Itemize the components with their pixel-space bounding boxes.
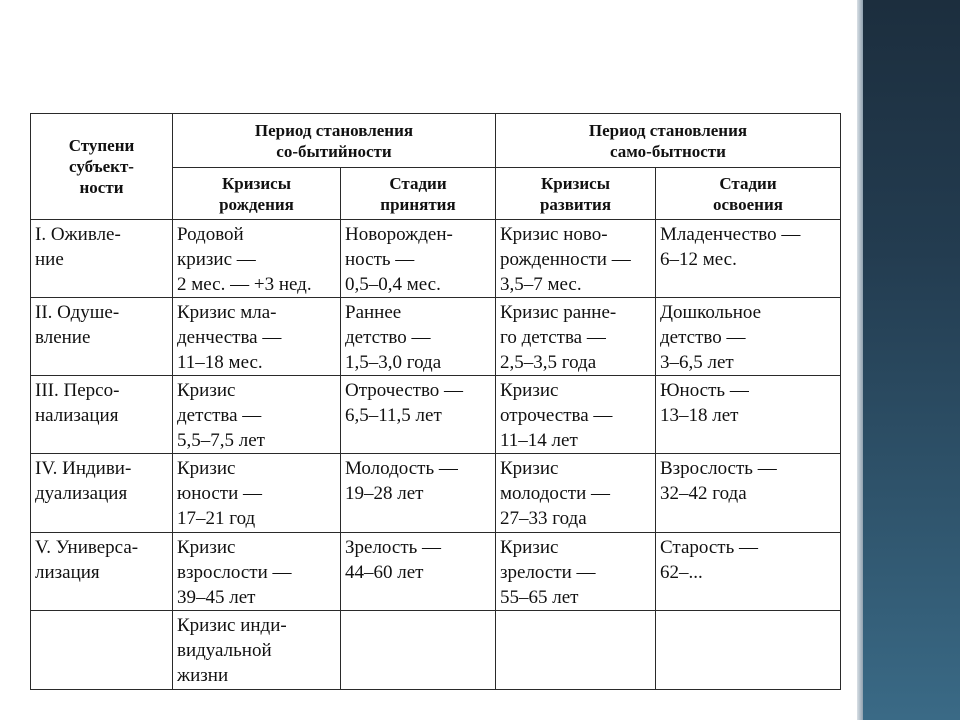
cell-text-line: 2 мес. — +3 нед. <box>177 274 312 295</box>
cell-text-line: взрослости — <box>177 561 292 583</box>
cell-text-line: Кризис <box>177 536 236 558</box>
cell-text-line: ность — <box>345 249 415 270</box>
development-crisis-cell <box>496 376 656 454</box>
cell-text-line: 1,5–3,0 года <box>345 352 442 374</box>
cell-text-line: Кризис инди- <box>177 614 287 636</box>
development-crisis-cell <box>496 532 656 610</box>
stage-cell <box>31 298 173 376</box>
cell-text-line: рожденности — <box>500 249 631 270</box>
cell-text-line: 11–18 мес. <box>177 352 263 374</box>
table-row <box>31 220 841 298</box>
table-row <box>31 532 841 610</box>
cell-text-line: дуализация <box>35 483 128 505</box>
cell-text-line: нализация <box>35 405 119 427</box>
cell-text-line: лизация <box>35 561 100 583</box>
header-stages: Ступени субъект- ности <box>31 114 173 220</box>
stage-cell <box>31 454 173 532</box>
cell-text-line: го детства — <box>500 327 606 349</box>
table-row <box>31 610 841 689</box>
cell-text-line: Раннее <box>345 302 402 324</box>
cell-text-line: видуальной <box>177 639 272 661</box>
stage-cell <box>31 610 173 689</box>
cell-text-line: Юность — <box>660 380 749 402</box>
header-development-crises: Кризисы развития <box>496 168 656 220</box>
birth-crisis-cell <box>173 610 341 689</box>
cell-text-line: 44–60 лет <box>345 561 424 583</box>
cell-text-line: Кризис <box>500 536 559 558</box>
cell-text-line: 11–14 лет <box>500 430 578 452</box>
cell-text-line: денчества — <box>177 327 282 349</box>
cell-text-line: Кризис <box>177 458 236 480</box>
cell-text-line: детство — <box>660 327 746 349</box>
birth-crisis-cell <box>173 532 341 610</box>
cell-text-line: Зрелость — <box>345 536 442 558</box>
cell-text-line: 6,5–11,5 лет <box>345 405 442 427</box>
header-acceptance-stages: Стадии принятия <box>341 168 496 220</box>
cell-text-line: Родовой <box>177 224 244 245</box>
cell-text-line: 19–28 лет <box>345 483 424 505</box>
header-birth-crises: Кризисы рождения <box>173 168 341 220</box>
cell-text-line: Старость — <box>660 536 759 558</box>
cell-text-line: Кризис <box>500 458 559 480</box>
development-crisis-cell <box>496 454 656 532</box>
cell-text-line: 5,5–7,5 лет <box>177 430 265 452</box>
acceptance-stage-cell <box>341 376 496 454</box>
cell-text-line: II. Одуше- <box>35 302 120 324</box>
cell-text-line: детства — <box>177 405 262 427</box>
cell-text-line: Кризис <box>177 380 236 402</box>
header-period-co-being: Период становления со-бытийности <box>173 114 496 168</box>
cell-text-line: Взрослость — <box>660 458 777 480</box>
cell-text-line: III. Персо- <box>35 380 120 402</box>
cell-text-line: зрелости — <box>500 561 596 583</box>
cell-text-line: 17–21 год <box>177 508 256 530</box>
cell-text-line: Младенчество — <box>660 224 801 245</box>
cell-text-line: жизни <box>177 664 229 686</box>
cell-text-line: Новорожден- <box>345 224 453 245</box>
cell-text-line: отрочества — <box>500 405 613 427</box>
cell-text-line: Дошкольное <box>660 302 762 324</box>
birth-crisis-cell <box>173 454 341 532</box>
cell-text-line: 0,5–0,4 мес. <box>345 274 441 295</box>
mastery-stage-cell <box>656 298 841 376</box>
cell-text-line: Молодость — <box>345 458 458 480</box>
development-crisis-cell <box>496 610 656 689</box>
cell-text-line: Кризис ново- <box>500 224 608 245</box>
acceptance-stage-cell <box>341 454 496 532</box>
development-stages-table <box>30 113 841 690</box>
development-crisis-cell <box>496 220 656 298</box>
cell-text-line: Кризис ранне- <box>500 302 617 324</box>
header-mastery-stages: Стадии освоения <box>656 168 841 220</box>
cell-text-line: юности — <box>177 483 262 505</box>
cell-text-line: кризис — <box>177 249 256 270</box>
cell-text-line: детство — <box>345 327 431 349</box>
cell-text-line: 62–... <box>660 561 703 583</box>
cell-text-line: молодости — <box>500 483 611 505</box>
acceptance-stage-cell <box>341 298 496 376</box>
mastery-stage-cell <box>656 454 841 532</box>
mastery-stage-cell <box>656 220 841 298</box>
cell-text-line: 6–12 мес. <box>660 249 737 270</box>
stage-cell <box>31 220 173 298</box>
mastery-stage-cell <box>656 610 841 689</box>
cell-text-line: 3,5–7 мес. <box>500 274 582 295</box>
table-row <box>31 454 841 532</box>
cell-text-line: 27–33 года <box>500 508 587 530</box>
cell-text-line: Отрочество — <box>345 380 464 402</box>
table-row <box>31 376 841 454</box>
birth-crisis-cell <box>173 220 341 298</box>
cell-text-line: Кризис мла- <box>177 302 277 324</box>
development-crisis-cell <box>496 298 656 376</box>
cell-text-line: V. Универса- <box>35 536 139 558</box>
cell-text-line: IV. Индиви- <box>35 458 132 480</box>
cell-text-line: 55–65 лет <box>500 586 579 608</box>
cell-text-line: 13–18 лет <box>660 405 739 427</box>
cell-text-line: I. Оживле- <box>35 224 121 245</box>
cell-text-line: ние <box>35 249 64 270</box>
acceptance-stage-cell <box>341 610 496 689</box>
mastery-stage-cell <box>656 376 841 454</box>
stage-cell <box>31 532 173 610</box>
cell-text-line: 2,5–3,5 года <box>500 352 597 374</box>
cell-text-line: 39–45 лет <box>177 586 256 608</box>
mastery-stage-cell <box>656 532 841 610</box>
acceptance-stage-cell <box>341 220 496 298</box>
table-row <box>31 298 841 376</box>
cell-text-line: Кризис <box>500 380 559 402</box>
birth-crisis-cell <box>173 298 341 376</box>
cell-text-line: 32–42 года <box>660 483 747 505</box>
stage-cell <box>31 376 173 454</box>
birth-crisis-cell <box>173 376 341 454</box>
cell-text-line: вление <box>35 327 91 349</box>
cell-text-line: 3–6,5 лет <box>660 352 734 374</box>
acceptance-stage-cell <box>341 532 496 610</box>
slide-side-decoration <box>857 0 960 720</box>
header-period-self-being: Период становления само-бытности <box>496 114 841 168</box>
